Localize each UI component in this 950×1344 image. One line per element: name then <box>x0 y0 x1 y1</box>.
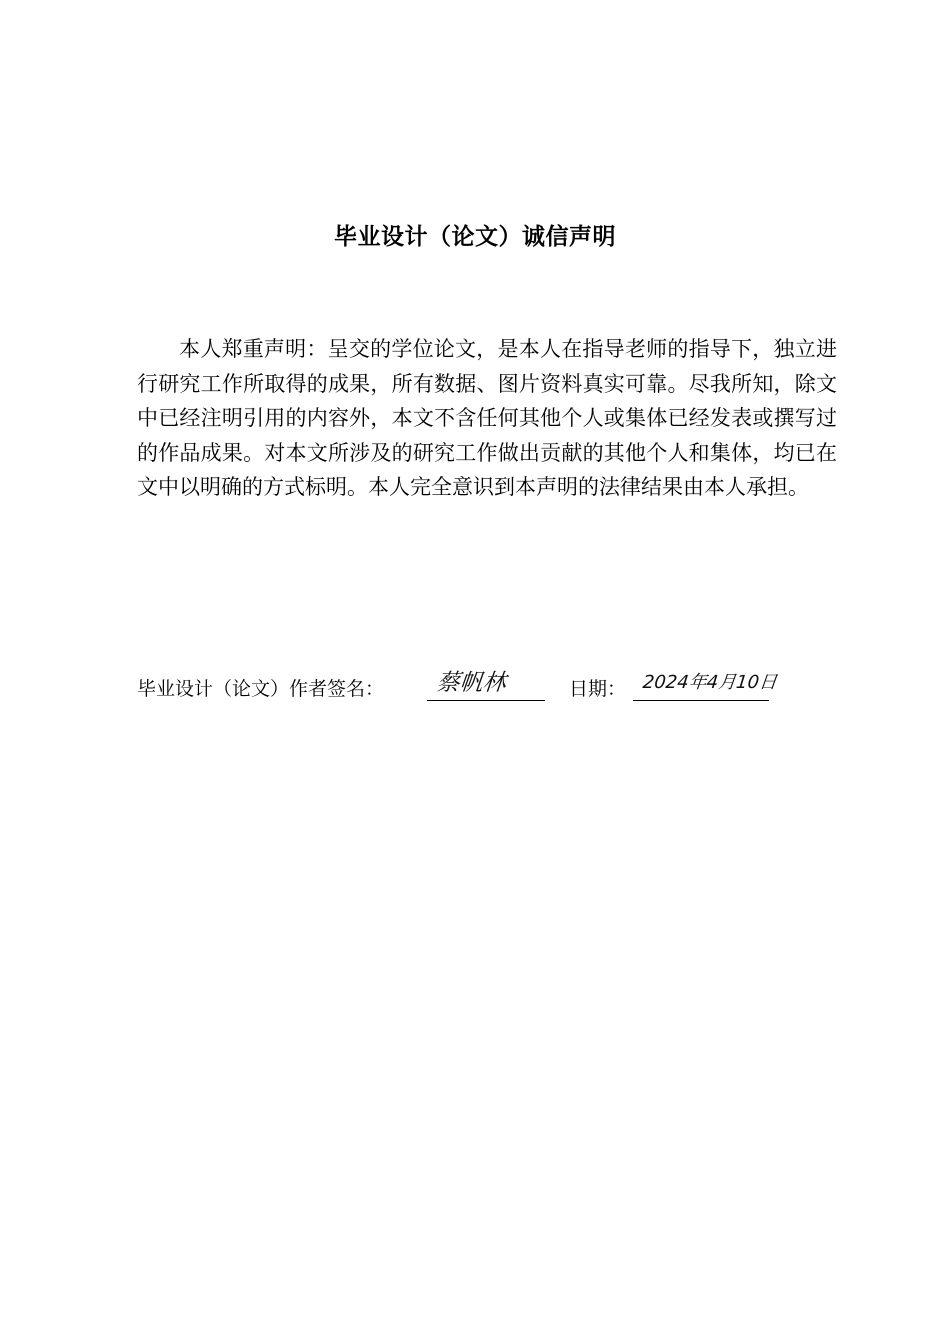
date-label: 日期： <box>569 678 627 700</box>
signature-row <box>137 664 837 714</box>
statement-paragraph: 本人郑重声明：呈交的学位论文，是本人在指导老师的指导下，独立进行研究工作所取得的成果，所有数据、图片资料真实可靠。尽我所知，除文中已经注明引用的内容外，本文不含任何其他个人或集体已经发表或撰写过的作品成果。对本文所涉及的研究工作做出贡献的其他个人和集体，均已在文中以明确的方式标明。本人完全意识到本声明的法律结果由本人承担。 <box>137 337 837 499</box>
page-title: 毕业设计（论文）诚信声明 <box>334 224 616 250</box>
author-signature-label: 毕业设计（论文）作者签名： <box>137 678 385 700</box>
author-signature-handwriting: 蔡帆林 <box>435 670 508 696</box>
date-line <box>633 700 769 701</box>
date-handwriting: 2024年4月10日 <box>641 672 779 693</box>
author-signature-line <box>427 700 545 701</box>
